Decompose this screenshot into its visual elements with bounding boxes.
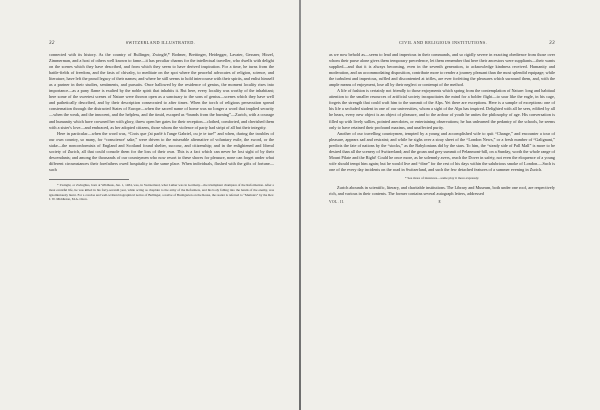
right-page bbox=[301, 0, 600, 410]
right-paragraph-1: as we now behold as—seem to lead and imperious in their commands, and so rigidly severe in exacting obedience from those over whom their purse alone gives them temporary precedence, let them remember that here their ancestors were suppliants—their wants supplied—and that it is always becoming, even in the seventh generation, to acknowledge kindness received. Humanity and moderation, and an accommodating disposition, contribute more to render a journey pleasant than the most splendid equipage; while the turbulent and imperious, ruffled and discontented at trifles, are ever forfeiting the pleasures which surround them, and, with the ample means of enjoyment, lose all by their neglect or contempt of the method. bbox=[329, 52, 555, 88]
left-page-body bbox=[49, 52, 274, 173]
left-page-number: 32 bbox=[49, 41, 55, 46]
left-paragraph-1: connected with its history. As the country of Bullinger, Zwinglé,* Bodmer, Breitinger, Heidegger, Lavater, Gessner, Hirzel, Zimmerman, and a host of others well known to fame—it has peculiar charms for the intellectual traveller, who dwells with delight on the scenes which they have described, and from which they seem to have derived inspiration. For a time, he turns from the battle-fields of freedom, and the fasts of chivalry, to meditate on the spot where the peaceful advocates of religion, science, and literature, have left the proud legacy of their names; and where he still seems to hold intercourse with their spirits, and enlist himself as a partner in their studies, sentiments, and pursuits. Once hallowed by the residence of genius, the moment locality rises into importance—as a puny flame is exalted by the noble spirit that inhabits it. But here, every locality was worthy of the inhabitant; here some of the sweetest scenes of Nature were thrown open as a sanctuary to the sons of genius—scenes which they have well and pathetically described, and by their description consecrated to after times. When the torch of religious persecution spread consternation through the distracted States of Europe—when the sacred name of home was no longer a word that implied security—when the weak, and the innocent, and the helpless, and the timid, escaped as “brands from the burning”—Zurich, with a courage and humanity which have crowned her with glory, threw open her gates for their reception—clothed, comforted, and cherished them with a sister's love—and embraced, as her adopted citizens, those whom the violence of party had stript of all but their integrity. bbox=[49, 52, 275, 130]
footnote-rule bbox=[49, 179, 129, 180]
right-paragraph-3: Another of our travelling countrymen, tempted by a young and accomplished wife to quit “Change,” and encounter a tour of pleasure, appears sad and restraint; and while he sighs over a stray sheet of the “London News,” or a fresh number of “Galignani,” predicts the fate of nations by the “stocks,” as the Babylonians did by the stars. To him, the “steady side of Pall Mall” is more to be desired than all the scenery of Switzerland; and the groan and grey summit of Pelanmont-hill, on a Sunday, worth the whole range of Mount Pilate and the Righi! Could he once more, as he solemnly avers, reach the Dover in safety, not even the eloquence of a young wife should tempt him again; but he would live and “dine” for the rest of his days within the salubrious smoke of London.—Such is one of the every day incidents on the road in Switzerland, and such the few detached features of a summer evening in Zurich. bbox=[329, 130, 555, 172]
right-page-body bbox=[329, 52, 555, 173]
right-closing-section bbox=[329, 185, 555, 197]
right-closing-paragraph: Zurich abounds in scientific, literary, and charitable institutions. The Library and Museum, both under one roof, are respectively rich, and various in their contents. The former contains several autograph letters, addressed bbox=[329, 184, 555, 196]
left-footnote bbox=[49, 183, 274, 201]
volume-signature: VOL. II. bbox=[329, 200, 345, 205]
left-running-head: SWITZERLAND ILLUSTRATED. bbox=[125, 40, 196, 45]
right-paragraph-2: A life of fashion is certainly not friendly to those enjoyments which spring from the contemplation of Nature: long and habitual attention to the smaller resources of artificial society incapacitates the mind for a bolder flight—to soar like the eagle, in his cage, forgets the strength that could waft him to the summit of the Alps. Yet there are exceptions. Here is a sample of exceptions: one of his life a secluded student in one of our universities, whom a sight of the Alps has inspired. Delighted with all he sees, edified by all he hears, every new object is an object of pleasure, and to the ardour of youth he unites the philosophy of age. His conversation is filled up with lively sallies, pointed anecdotes, or entertaining observations; he has unlearned the pedantry of the schools, he seems only to have retained their profound maxims, and unaffected purity. bbox=[329, 88, 555, 130]
right-running-head: CIVIL AND RELIGIOUS INSTITUTIONS. bbox=[399, 40, 488, 45]
right-page-header bbox=[329, 40, 555, 46]
right-inline-footnote: * See more of instances—some play it more expressly. bbox=[404, 175, 480, 180]
sheet-signature: E bbox=[438, 200, 442, 205]
left-paragraph-2: Here in particular—when the word was, “Crois que j'ai parlé à l'ange Gabriel, ou je te tue!” and when, during the troubles of our own country, so many, for “conscience' sake,” were driven to the miserable alternative of voluntary exile, the sword, or the stake—the nonconformists of England and Scotland found shelter, succour, and citizenship; and in the enlightened and liberal society of Zurich, all that could console them for the loss of their own. This is a fact which can never be lost sight of by their descendants; and among the thousands of our countrymen who now resort to these shores for pleasure, none can forget under what different circumstances their forefathers owed hospitality in the same place. When individuals, flushed with the gifts of fortune—such bbox=[49, 130, 274, 172]
left-footnote-text: * Zwinglé, or Zwinglius, born at Wildhaus, Jan. 1, 1484, was, in Switzerland, what Luther was in Germany—the triumphant champion of the Reformation. After a most eventful life, he was killed in his forty-seventh year, while acting as chaplain to the army of the Reformers, and his body falling into the hands of the enemy, was ignominiously burnt. For a concise and well-written biographical notice of Bullinger, a native of Bremgarten on the Reuss, the reader is referred to “Memoirs” by the Rev. J. W. Middleton, M.A. Oxon. bbox=[49, 183, 274, 202]
right-page-number: 33 bbox=[549, 41, 555, 46]
signature-line bbox=[329, 200, 555, 204]
left-page bbox=[0, 0, 299, 410]
left-page-header bbox=[49, 40, 274, 46]
